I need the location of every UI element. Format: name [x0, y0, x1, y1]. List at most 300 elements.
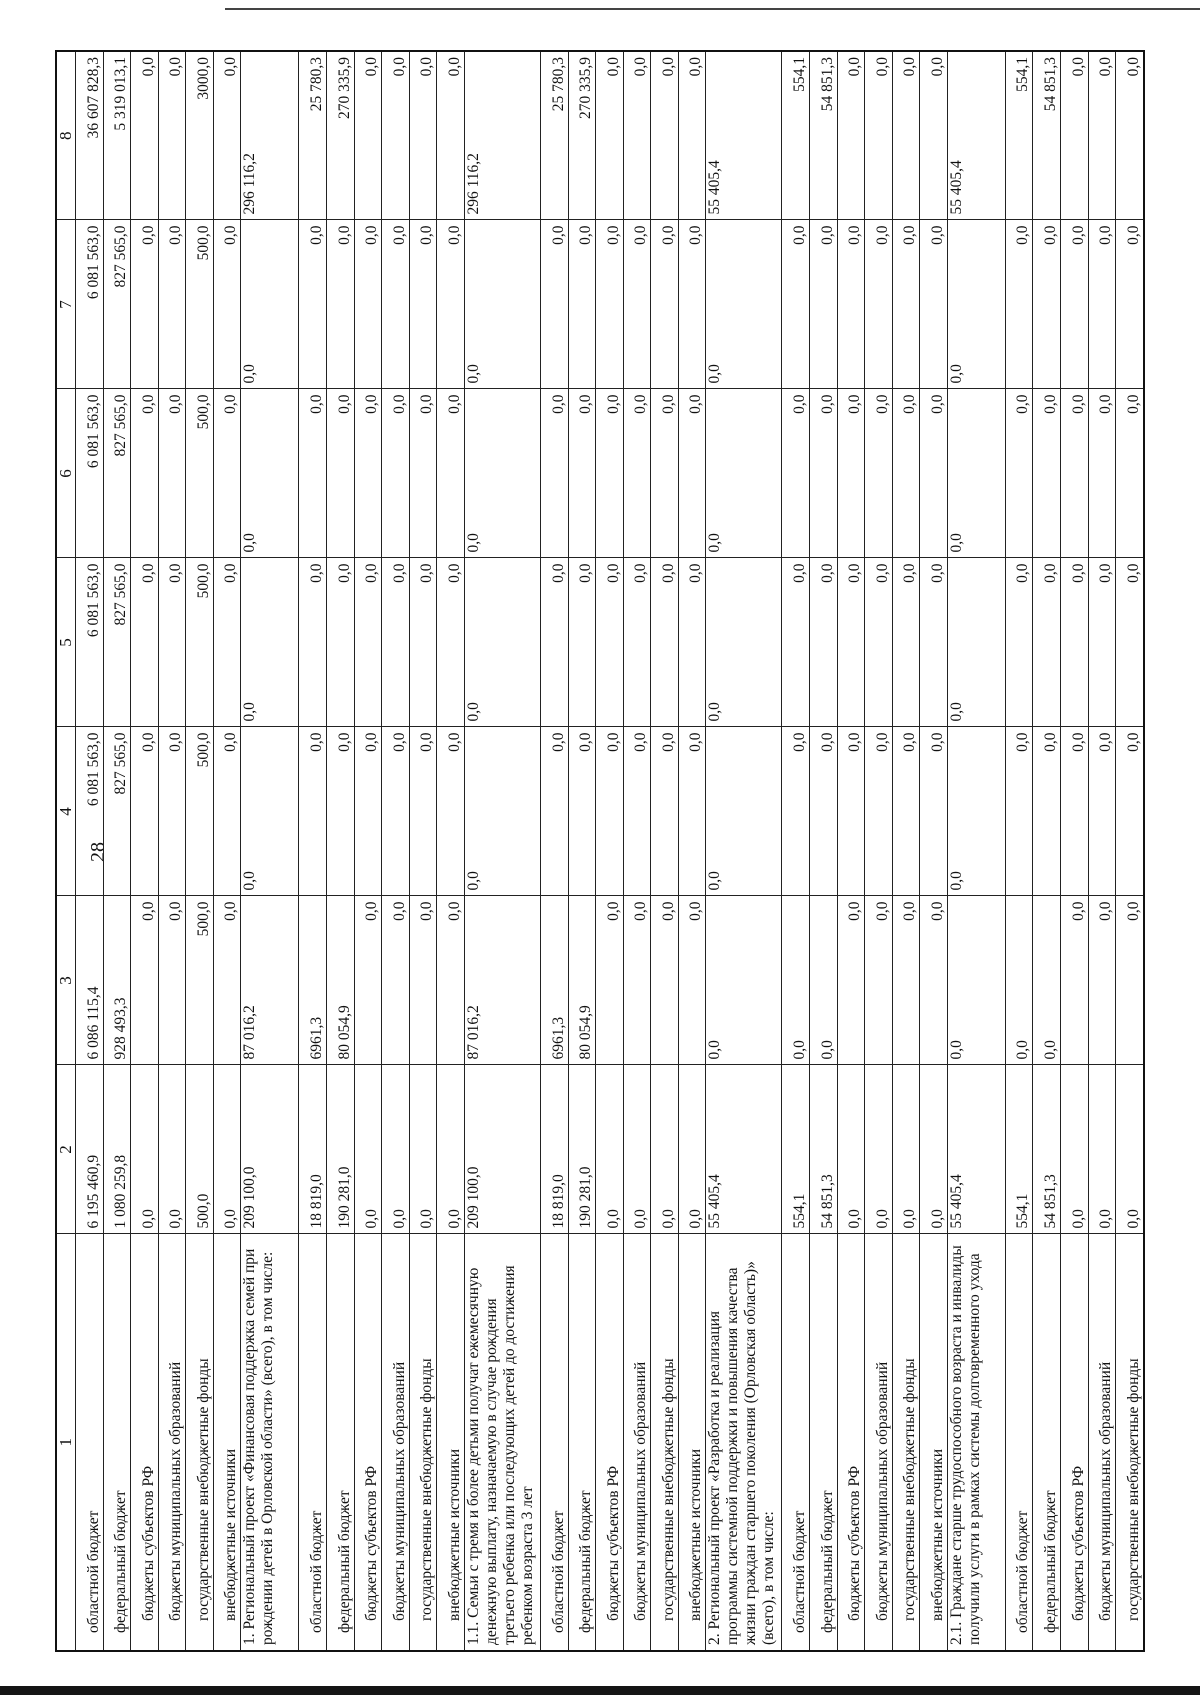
value-cell: 0,0 — [1005, 727, 1033, 896]
value-cell: 0,0 — [382, 389, 410, 558]
value-cell: 270 335,9 — [327, 51, 355, 220]
row-label-cell — [158, 1234, 186, 1651]
value-cell: 500,0 — [186, 896, 214, 1065]
value-cell: 0,0 — [568, 220, 596, 389]
value-cell: 0,0 — [540, 727, 568, 896]
value-cell: 0,0 — [131, 727, 159, 896]
value-cell: 18 819,0 — [540, 1065, 568, 1234]
value-cell: 554,1 — [1005, 1065, 1033, 1234]
value-cell: 0,0 — [782, 220, 810, 389]
value-cell: 55 405,4 — [947, 1065, 1005, 1234]
value-cell: 0,0 — [354, 220, 382, 389]
value-cell: 554,1 — [782, 51, 810, 220]
row-label: государственные внебюджетные фонды — [901, 1358, 919, 1621]
value-cell: 0,0 — [437, 1065, 465, 1234]
table-row — [213, 51, 241, 1651]
value-cell: 928 493,3 — [103, 896, 131, 1065]
value-cell: 0,0 — [651, 727, 679, 896]
value-cell: 0,0 — [623, 727, 651, 896]
row-label: федеральный бюджет — [577, 1490, 595, 1633]
value-cell: 827 565,0 — [103, 727, 131, 896]
row-label: государственные внебюджетные фонды — [659, 1358, 677, 1621]
value-cell: 0,0 — [1088, 1065, 1116, 1234]
value-cell: 0,0 — [596, 389, 624, 558]
table-row — [1033, 51, 1061, 1651]
value-cell: 0,0 — [651, 896, 679, 1065]
table-row — [596, 51, 624, 1651]
table-row — [437, 51, 465, 1651]
value-cell: 0,0 — [1088, 389, 1116, 558]
value-cell: 0,0 — [241, 558, 299, 727]
value-cell: 0,0 — [299, 558, 327, 727]
column-header: 3 — [56, 896, 76, 1065]
value-cell: 0,0 — [213, 51, 241, 220]
row-label-cell — [1005, 1234, 1033, 1651]
row-label: федеральный бюджет — [335, 1490, 353, 1633]
value-cell: 0,0 — [892, 727, 920, 896]
value-cell: 0,0 — [865, 727, 893, 896]
value-cell: 0,0 — [892, 220, 920, 389]
value-cell: 0,0 — [568, 389, 596, 558]
value-cell: 0,0 — [382, 51, 410, 220]
value-cell: 54 851,3 — [809, 51, 837, 220]
value-cell: 0,0 — [1033, 389, 1061, 558]
value-cell: 0,0 — [706, 727, 782, 896]
value-cell: 0,0 — [1061, 389, 1089, 558]
value-cell: 54 851,3 — [1033, 51, 1061, 220]
value-cell: 0,0 — [782, 389, 810, 558]
value-cell: 827 565,0 — [103, 389, 131, 558]
value-cell: 6 195 460,9 — [76, 1065, 104, 1234]
row-label-cell — [464, 1234, 540, 1651]
row-label-cell — [437, 1234, 465, 1651]
row-label-cell — [382, 1234, 410, 1651]
value-cell: 0,0 — [409, 727, 437, 896]
row-label-cell — [76, 1234, 104, 1651]
value-cell: 0,0 — [241, 727, 299, 896]
value-cell: 0,0 — [892, 389, 920, 558]
value-cell: 0,0 — [437, 220, 465, 389]
value-cell: 0,0 — [706, 389, 782, 558]
value-cell: 0,0 — [1005, 558, 1033, 727]
value-cell: 0,0 — [354, 896, 382, 1065]
value-cell: 0,0 — [920, 389, 948, 558]
value-cell: 0,0 — [947, 389, 1005, 558]
budget-table — [55, 50, 1145, 1652]
table-row — [837, 51, 865, 1651]
row-label-cell — [651, 1234, 679, 1651]
value-cell: 0,0 — [837, 51, 865, 220]
value-cell: 6961,3 — [540, 896, 568, 1065]
row-label: бюджеты муниципальных образований — [390, 1361, 408, 1621]
value-cell: 0,0 — [809, 896, 837, 1065]
value-cell: 0,0 — [623, 51, 651, 220]
row-label: федеральный бюджет — [818, 1490, 836, 1633]
value-cell: 0,0 — [837, 558, 865, 727]
value-cell: 54 851,3 — [809, 1065, 837, 1234]
value-cell: 0,0 — [651, 51, 679, 220]
table-row — [131, 51, 159, 1651]
table-row — [540, 51, 568, 1651]
table-row — [706, 51, 782, 1651]
row-label: бюджеты муниципальных образований — [167, 1361, 185, 1621]
value-cell: 0,0 — [1061, 220, 1089, 389]
value-cell: 0,0 — [947, 220, 1005, 389]
value-cell: 0,0 — [782, 896, 810, 1065]
value-cell: 209 100,0 — [241, 1065, 299, 1234]
row-label: 2. Региональный проект «Разработка и реализация программы системной поддержки и повышения качества жизни граждан старшего поколения (Орловская область)» (всего), в том числе: — [706, 1261, 778, 1645]
value-cell: 500,0 — [186, 558, 214, 727]
value-cell: 0,0 — [706, 220, 782, 389]
value-cell: 0,0 — [213, 389, 241, 558]
table-row — [920, 51, 948, 1651]
value-cell: 0,0 — [213, 558, 241, 727]
value-cell: 0,0 — [327, 220, 355, 389]
row-label: бюджеты субъектов РФ — [363, 1465, 381, 1621]
value-cell: 6 081 563,0 — [76, 220, 104, 389]
value-cell: 0,0 — [540, 389, 568, 558]
table-row — [1005, 51, 1033, 1651]
rotated-table-container — [55, 52, 1145, 1652]
value-cell: 296 116,2 — [464, 51, 540, 220]
column-header: 8 — [56, 51, 76, 220]
table-row — [678, 51, 706, 1651]
row-label-cell — [809, 1234, 837, 1651]
value-cell: 270 335,9 — [568, 51, 596, 220]
value-cell: 0,0 — [437, 558, 465, 727]
value-cell: 500,0 — [186, 727, 214, 896]
value-cell: 0,0 — [131, 1065, 159, 1234]
table-row — [186, 51, 214, 1651]
row-label: 1. Региональный проект «Финансовая поддержка семей при рождении детей в Орловской области» (всего), в том числе: — [241, 1248, 277, 1645]
value-cell: 0,0 — [678, 389, 706, 558]
value-cell: 0,0 — [131, 896, 159, 1065]
value-cell: 0,0 — [1088, 51, 1116, 220]
value-cell: 0,0 — [1116, 558, 1144, 727]
value-cell: 80 054,9 — [327, 896, 355, 1065]
row-label: бюджеты муниципальных образований — [1097, 1361, 1115, 1621]
value-cell: 0,0 — [131, 51, 159, 220]
table-row — [464, 51, 540, 1651]
column-header: 5 — [56, 558, 76, 727]
value-cell: 0,0 — [1061, 1065, 1089, 1234]
value-cell: 0,0 — [354, 558, 382, 727]
value-cell: 0,0 — [809, 727, 837, 896]
value-cell: 0,0 — [1116, 727, 1144, 896]
value-cell: 55 405,4 — [706, 1065, 782, 1234]
value-cell: 0,0 — [865, 558, 893, 727]
value-cell: 0,0 — [837, 220, 865, 389]
value-cell: 0,0 — [1005, 896, 1033, 1065]
table-row — [354, 51, 382, 1651]
value-cell: 0,0 — [892, 558, 920, 727]
value-cell: 0,0 — [464, 727, 540, 896]
value-cell: 554,1 — [1005, 51, 1033, 220]
row-label-cell — [568, 1234, 596, 1651]
row-label: внебюджетные источники — [445, 1449, 463, 1621]
value-cell: 5 319 013,1 — [103, 51, 131, 220]
value-cell: 0,0 — [651, 1065, 679, 1234]
value-cell: 0,0 — [1061, 558, 1089, 727]
value-cell: 0,0 — [131, 558, 159, 727]
row-label-cell — [299, 1234, 327, 1651]
value-cell: 0,0 — [706, 896, 782, 1065]
value-cell: 0,0 — [213, 220, 241, 389]
row-label-cell — [865, 1234, 893, 1651]
row-label-cell — [1033, 1234, 1061, 1651]
value-cell: 0,0 — [678, 1065, 706, 1234]
table-row — [382, 51, 410, 1651]
value-cell: 0,0 — [1033, 727, 1061, 896]
table-row — [241, 51, 299, 1651]
value-cell: 0,0 — [131, 389, 159, 558]
value-cell: 55 405,4 — [947, 51, 1005, 220]
value-cell: 0,0 — [1116, 896, 1144, 1065]
value-cell: 0,0 — [920, 220, 948, 389]
value-cell: 0,0 — [299, 727, 327, 896]
value-cell: 0,0 — [837, 896, 865, 1065]
value-cell: 0,0 — [354, 389, 382, 558]
value-cell: 0,0 — [158, 1065, 186, 1234]
value-cell: 0,0 — [920, 727, 948, 896]
value-cell: 0,0 — [437, 389, 465, 558]
column-header: 2 — [56, 1065, 76, 1234]
row-label: государственные внебюджетные фонды — [194, 1358, 212, 1621]
value-cell: 0,0 — [1088, 558, 1116, 727]
value-cell: 18 819,0 — [299, 1065, 327, 1234]
row-label: государственные внебюджетные фонды — [418, 1358, 436, 1621]
value-cell: 0,0 — [678, 558, 706, 727]
value-cell: 0,0 — [596, 1065, 624, 1234]
row-label: областной бюджет — [790, 1510, 808, 1633]
table-row — [1088, 51, 1116, 1651]
table-row — [782, 51, 810, 1651]
column-header: 7 — [56, 220, 76, 389]
value-cell: 0,0 — [1005, 220, 1033, 389]
column-header: 6 — [56, 389, 76, 558]
value-cell: 0,0 — [158, 220, 186, 389]
value-cell: 0,0 — [782, 558, 810, 727]
table-row — [299, 51, 327, 1651]
row-label-cell — [1116, 1234, 1144, 1651]
value-cell: 500,0 — [186, 1065, 214, 1234]
value-cell: 0,0 — [382, 558, 410, 727]
value-cell: 0,0 — [409, 558, 437, 727]
row-label-cell — [782, 1234, 810, 1651]
row-label-cell — [623, 1234, 651, 1651]
value-cell: 554,1 — [782, 1065, 810, 1234]
value-cell: 0,0 — [540, 220, 568, 389]
value-cell: 0,0 — [354, 51, 382, 220]
value-cell: 0,0 — [596, 51, 624, 220]
value-cell: 0,0 — [382, 220, 410, 389]
row-label-cell — [596, 1234, 624, 1651]
value-cell: 0,0 — [809, 220, 837, 389]
top-scan-rule — [225, 8, 1200, 10]
row-label: 2.1. Граждане старше трудоспособного возраста и инвалиды получили услуги в рамках системы долговременного ухода — [947, 1245, 983, 1645]
value-cell: 0,0 — [596, 727, 624, 896]
value-cell: 0,0 — [437, 727, 465, 896]
value-cell: 0,0 — [1061, 51, 1089, 220]
value-cell: 0,0 — [1116, 220, 1144, 389]
value-cell: 0,0 — [678, 896, 706, 1065]
value-cell: 827 565,0 — [103, 220, 131, 389]
value-cell: 0,0 — [596, 558, 624, 727]
value-cell: 0,0 — [623, 558, 651, 727]
value-cell: 0,0 — [437, 896, 465, 1065]
value-cell: 0,0 — [241, 220, 299, 389]
value-cell: 0,0 — [464, 558, 540, 727]
row-label: бюджеты субъектов РФ — [846, 1465, 864, 1621]
value-cell: 0,0 — [892, 51, 920, 220]
row-label: бюджеты муниципальных образований — [632, 1361, 650, 1621]
value-cell: 6961,3 — [299, 896, 327, 1065]
value-cell: 0,0 — [158, 896, 186, 1065]
value-cell: 0,0 — [1116, 1065, 1144, 1234]
value-cell: 87 016,2 — [464, 896, 540, 1065]
row-label-cell — [241, 1234, 299, 1651]
value-cell: 3000,0 — [186, 51, 214, 220]
value-cell: 0,0 — [327, 389, 355, 558]
value-cell: 0,0 — [865, 51, 893, 220]
value-cell: 6 086 115,4 — [76, 896, 104, 1065]
value-cell: 0,0 — [947, 558, 1005, 727]
value-cell: 0,0 — [437, 51, 465, 220]
value-cell: 0,0 — [354, 1065, 382, 1234]
value-cell: 0,0 — [382, 727, 410, 896]
value-cell: 0,0 — [651, 389, 679, 558]
value-cell: 0,0 — [158, 727, 186, 896]
row-label-cell — [540, 1234, 568, 1651]
table-row — [76, 51, 104, 1651]
value-cell: 6 081 563,0 — [76, 727, 104, 896]
row-label: 1.1. Семьи с тремя и более детьми получат ежемесячную денежную выплату, назначаемую в случае рождения третьего ребенка или последующих детей до достижения ребенком возраста 3 лет — [464, 1265, 536, 1645]
value-cell: 0,0 — [837, 727, 865, 896]
row-label: внебюджетные источники — [687, 1449, 705, 1621]
value-cell: 0,0 — [158, 558, 186, 727]
table-row — [103, 51, 131, 1651]
value-cell: 0,0 — [706, 558, 782, 727]
row-label: внебюджетные источники — [928, 1449, 946, 1621]
value-cell: 0,0 — [409, 896, 437, 1065]
value-cell: 500,0 — [186, 389, 214, 558]
bottom-scan-rule — [0, 1686, 1200, 1695]
row-label: бюджеты субъектов РФ — [139, 1465, 157, 1621]
value-cell: 0,0 — [920, 558, 948, 727]
value-cell: 0,0 — [837, 1065, 865, 1234]
value-cell: 500,0 — [186, 220, 214, 389]
value-cell: 0,0 — [596, 220, 624, 389]
value-cell: 0,0 — [865, 220, 893, 389]
table-row — [327, 51, 355, 1651]
value-cell: 0,0 — [299, 220, 327, 389]
column-header: 4 — [56, 727, 76, 896]
value-cell: 0,0 — [651, 220, 679, 389]
row-label-cell — [186, 1234, 214, 1651]
value-cell: 0,0 — [947, 896, 1005, 1065]
value-cell: 0,0 — [1088, 220, 1116, 389]
value-cell: 0,0 — [678, 51, 706, 220]
value-cell: 296 116,2 — [241, 51, 299, 220]
row-label: областной бюджет — [308, 1510, 326, 1633]
table-row — [623, 51, 651, 1651]
value-cell: 0,0 — [464, 220, 540, 389]
value-cell: 0,0 — [678, 727, 706, 896]
value-cell: 0,0 — [382, 896, 410, 1065]
value-cell: 0,0 — [892, 896, 920, 1065]
row-label: областной бюджет — [84, 1510, 102, 1633]
value-cell: 0,0 — [920, 51, 948, 220]
value-cell: 0,0 — [837, 389, 865, 558]
table-row — [651, 51, 679, 1651]
row-label-cell — [920, 1234, 948, 1651]
value-cell: 0,0 — [920, 896, 948, 1065]
value-cell: 0,0 — [327, 558, 355, 727]
value-cell: 0,0 — [865, 1065, 893, 1234]
table-row — [1116, 51, 1144, 1651]
value-cell: 87 016,2 — [241, 896, 299, 1065]
value-cell: 1 080 259,8 — [103, 1065, 131, 1234]
table-row — [409, 51, 437, 1651]
row-label-cell — [678, 1234, 706, 1651]
value-cell: 0,0 — [241, 389, 299, 558]
value-cell: 0,0 — [299, 389, 327, 558]
value-cell: 0,0 — [409, 1065, 437, 1234]
value-cell: 0,0 — [623, 1065, 651, 1234]
row-label: бюджеты субъектов РФ — [1069, 1465, 1087, 1621]
row-label-cell — [892, 1234, 920, 1651]
value-cell: 0,0 — [865, 389, 893, 558]
row-label: внебюджетные источники — [222, 1449, 240, 1621]
row-label: федеральный бюджет — [112, 1490, 130, 1633]
value-cell: 0,0 — [892, 1065, 920, 1234]
table-row — [809, 51, 837, 1651]
table-row — [568, 51, 596, 1651]
value-cell: 0,0 — [651, 558, 679, 727]
value-cell: 190 281,0 — [327, 1065, 355, 1234]
value-cell: 0,0 — [623, 220, 651, 389]
value-cell: 80 054,9 — [568, 896, 596, 1065]
value-cell: 0,0 — [1088, 896, 1116, 1065]
value-cell: 0,0 — [623, 389, 651, 558]
row-label-cell — [131, 1234, 159, 1651]
row-label-cell — [1061, 1234, 1089, 1651]
row-label-cell — [1088, 1234, 1116, 1651]
row-label-cell — [213, 1234, 241, 1651]
row-label-cell — [409, 1234, 437, 1651]
value-cell: 25 780,3 — [299, 51, 327, 220]
value-cell: 0,0 — [213, 1065, 241, 1234]
value-cell: 0,0 — [354, 727, 382, 896]
value-cell: 6 081 563,0 — [76, 558, 104, 727]
value-cell: 827 565,0 — [103, 558, 131, 727]
table-row — [158, 51, 186, 1651]
value-cell: 0,0 — [623, 896, 651, 1065]
value-cell: 54 851,3 — [1033, 1065, 1061, 1234]
table-row — [865, 51, 893, 1651]
row-label: областной бюджет — [1014, 1510, 1032, 1633]
value-cell: 0,0 — [409, 220, 437, 389]
row-label: областной бюджет — [549, 1510, 567, 1633]
value-cell: 0,0 — [1061, 896, 1089, 1065]
value-cell: 0,0 — [1033, 220, 1061, 389]
row-label-cell — [947, 1234, 1005, 1651]
table-row — [1061, 51, 1089, 1651]
value-cell: 0,0 — [213, 727, 241, 896]
table-body — [76, 51, 1145, 1651]
value-cell: 55 405,4 — [706, 51, 782, 220]
value-cell: 0,0 — [382, 1065, 410, 1234]
